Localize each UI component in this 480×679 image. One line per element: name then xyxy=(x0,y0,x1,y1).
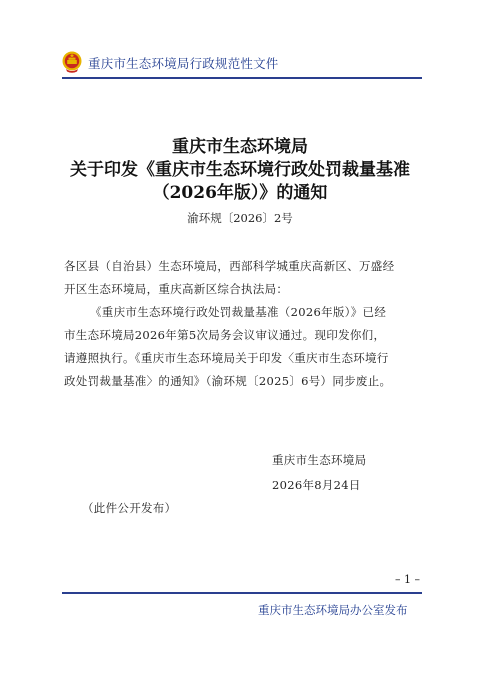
page-number: – 1 – xyxy=(395,573,420,586)
body-line: 开区生态环境局，重庆高新区综合执法局： xyxy=(64,282,289,296)
body-line: 政处罚裁量基准〉的通知》（渝环规〔2025〕6号）同步废止。 xyxy=(64,374,392,388)
footer-issuer: 重庆市生态环境局办公室发布 xyxy=(258,603,408,617)
body-line: 请遵照执行。《重庆市生态环境局关于印发〈重庆市生态环境行 xyxy=(64,351,389,365)
signature-agency: 重庆市生态环境局 xyxy=(272,453,367,467)
header-title: 重庆市生态环境局行政规范性文件 xyxy=(88,56,279,71)
body-line: 市生态环境局2026年第5次局务会议审议通过。现印发你们， xyxy=(64,328,386,342)
document-title-line-2: 关于印发《重庆市生态环境行政处罚裁量基准 xyxy=(70,160,410,180)
header-divider xyxy=(62,77,422,79)
body-line: 《重庆市生态环境行政处罚裁量基准（2026年版）》已经 xyxy=(90,305,387,319)
body-line: 各区县（自治县）生态环境局，西部科学城重庆高新区、万盛经 xyxy=(64,259,395,273)
document-title-line-1: 重庆市生态环境局 xyxy=(172,137,308,157)
document-header xyxy=(62,50,422,76)
national-emblem-icon xyxy=(62,50,82,74)
document-title-line-3: （2026年版）》的通知 xyxy=(152,183,328,203)
footer-divider xyxy=(62,592,422,594)
document-number: 渝环规〔2026〕2号 xyxy=(187,211,293,225)
disclosure-note: （此件公开发布） xyxy=(82,501,177,515)
signature-date: 2026年8月24日 xyxy=(272,478,361,492)
